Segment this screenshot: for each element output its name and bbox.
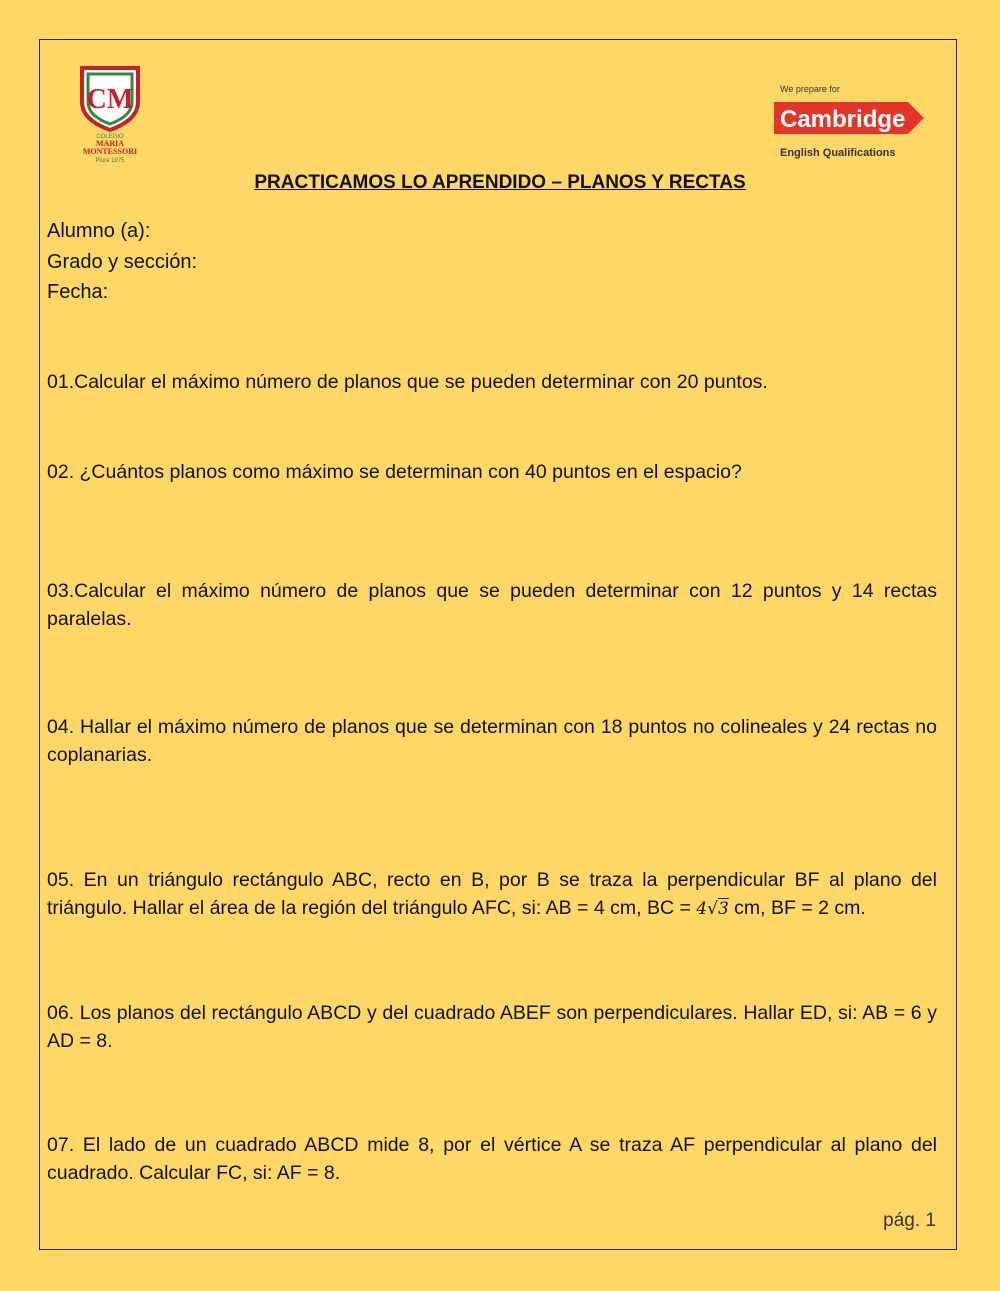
page-frame: [39, 39, 957, 1250]
question-7: 07. El lado de un cuadrado ABCD mide 8, por el vértice A se traza AF perpendicular al plano del cuadrado. Calcular FC, si: AF = 8.: [47, 1134, 937, 1184]
grade-field: Grado y sección:: [47, 251, 198, 273]
crest-line3: MONTESSORI: [82, 147, 138, 156]
question-5: [47, 866, 937, 923]
question-2: 02. ¿Cuántos planos como máximo se determinan con 40 puntos en el espacio?: [47, 461, 742, 483]
question-4: 04. Hallar el máximo número de planos que se determinan con 18 puntos no colineales y 24 rectas no coplanarias.: [47, 716, 937, 766]
cambridge-tagline: We prepare for: [780, 84, 840, 94]
crest-initials: CM: [86, 84, 134, 115]
question-1: 01.Calcular el máximo número de planos que se pueden determinar con 20 puntos.: [47, 371, 768, 393]
page-number: pág. 1: [883, 1210, 936, 1231]
question-6: 06. Los planos del rectángulo ABCD y del cuadrado ABEF son perpendiculares. Hallar ED, si: AB = 6 y AD = 8.: [47, 1002, 937, 1052]
page-title: PRACTICAMOS LO APRENDIDO – PLANOS Y RECTAS: [254, 172, 746, 193]
cambridge-sub: English Qualifications: [780, 147, 896, 159]
cambridge-logo: [772, 84, 932, 164]
crest-line1: COLEGIO: [96, 134, 124, 140]
school-logo: [72, 62, 148, 170]
crest-line2: MARIA: [96, 139, 124, 148]
question-3: 03.Calcular el máximo número de planos que se pueden determinar con 12 puntos y 14 rectas paralelas.: [47, 580, 937, 630]
student-field: Alumno (a):: [47, 220, 151, 242]
sqrt-expression: 4√3: [696, 899, 729, 919]
crest-line4: Piura 1975: [95, 158, 125, 164]
question-5-text-a: 05. En un triángulo rectángulo ABC, recto en B, por B se traza la perpendicular BF al plano del triángulo. Hallar el área de la región del triángulo AFC, si: AB = 4 cm, BC =: [47, 869, 937, 919]
sqrt-coefficient: 4: [696, 899, 708, 919]
cambridge-brand: Cambridge: [780, 106, 906, 133]
sqrt-radicand: 3: [717, 899, 729, 919]
date-field: Fecha:: [47, 281, 109, 303]
question-5-text-b: cm, BF = 2 cm.: [728, 897, 866, 919]
